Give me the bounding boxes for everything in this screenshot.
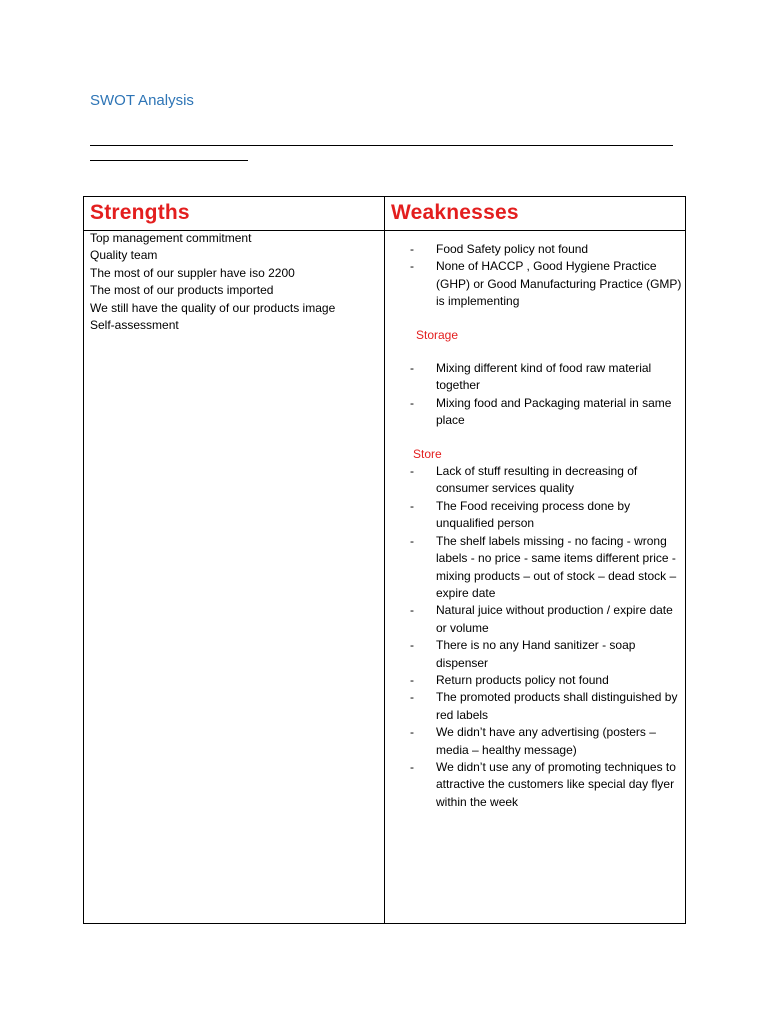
store-item: [410, 498, 682, 533]
column-divider: [384, 197, 385, 923]
horizontal-rule: [90, 145, 673, 146]
storage-text: Mixing food and Packaging material in same place: [436, 395, 672, 428]
weakness-text: None of HACCP , Good Hygiene Practice (GHP) or Good Manufacturing Practice (GMP) is implementing: [436, 259, 682, 309]
strength-item: Top management commitment: [90, 231, 252, 245]
storage-text: Mixing different kind of food raw material together: [436, 361, 652, 393]
bullet-dash: -: [410, 690, 414, 705]
weaknesses-column: [410, 241, 682, 811]
bullet-dash: -: [410, 395, 414, 410]
storage-item: [410, 360, 682, 395]
store-text: We didn’t have any advertising (posters – media – healthy message): [436, 725, 656, 757]
horizontal-rule-short: [90, 160, 248, 161]
store-item: [410, 724, 682, 759]
store-text: The Food receiving process done by unqualified person: [436, 498, 631, 531]
bullet-dash: -: [410, 638, 414, 653]
storage-heading: Storage: [416, 327, 459, 342]
store-item: [410, 637, 682, 672]
store-text: The promoted products shall distinguished by red labels: [436, 690, 678, 722]
strengths-list: [90, 230, 380, 334]
store-item: [410, 672, 682, 689]
strength-item: Self-assessment: [90, 318, 179, 333]
weakness-text: Food Safety policy not found: [436, 242, 589, 256]
store-item: [410, 533, 682, 603]
store-heading: Store: [413, 446, 442, 461]
storage-list: [410, 360, 682, 430]
store-item: [410, 463, 682, 498]
bullet-dash: -: [410, 259, 414, 274]
strengths-heading: Strengths: [90, 201, 190, 224]
weaknesses-heading: Weaknesses: [391, 201, 519, 224]
bullet-dash: -: [410, 533, 414, 548]
bullet-dash: -: [410, 725, 414, 740]
storage-item: [410, 395, 682, 430]
bullet-dash: -: [410, 498, 414, 513]
bullet-dash: -: [410, 603, 414, 618]
strength-item: The most of our products imported: [90, 283, 274, 298]
weaknesses-general-list: [410, 241, 682, 311]
store-item: [410, 689, 682, 724]
store-text: Natural juice without production / expire date or volume: [436, 603, 673, 635]
strength-item: We still have the quality of our products image: [90, 300, 336, 315]
bullet-dash: -: [410, 672, 414, 687]
bullet-dash: -: [410, 464, 414, 479]
store-text: Lack of stuff resulting in decreasing of consumer services quality: [436, 464, 638, 496]
store-item: [410, 602, 682, 637]
bullet-dash: -: [410, 242, 414, 256]
store-item: [410, 759, 682, 811]
store-text: There is no any Hand sanitizer - soap dispenser: [436, 638, 636, 670]
bullet-dash: -: [410, 361, 414, 376]
swot-table: [83, 196, 686, 924]
store-text: The shelf labels missing - no facing - wrong labels - no price - same items different price - mixing products – out of stock – dead stock – expire date: [436, 533, 677, 600]
strength-item: The most of our suppler have iso 2200: [90, 265, 295, 280]
store-text: Return products policy not found: [436, 672, 609, 687]
strength-item: Quality team: [90, 248, 158, 263]
weakness-item: [410, 258, 682, 310]
store-text: We didn’t use any of promoting techniques to attractive the customers like special day flyer within the week: [436, 759, 676, 809]
document-title: SWOT Analysis: [90, 92, 194, 109]
store-list: [410, 463, 682, 811]
bullet-dash: -: [410, 759, 414, 774]
weakness-item: [410, 241, 682, 258]
